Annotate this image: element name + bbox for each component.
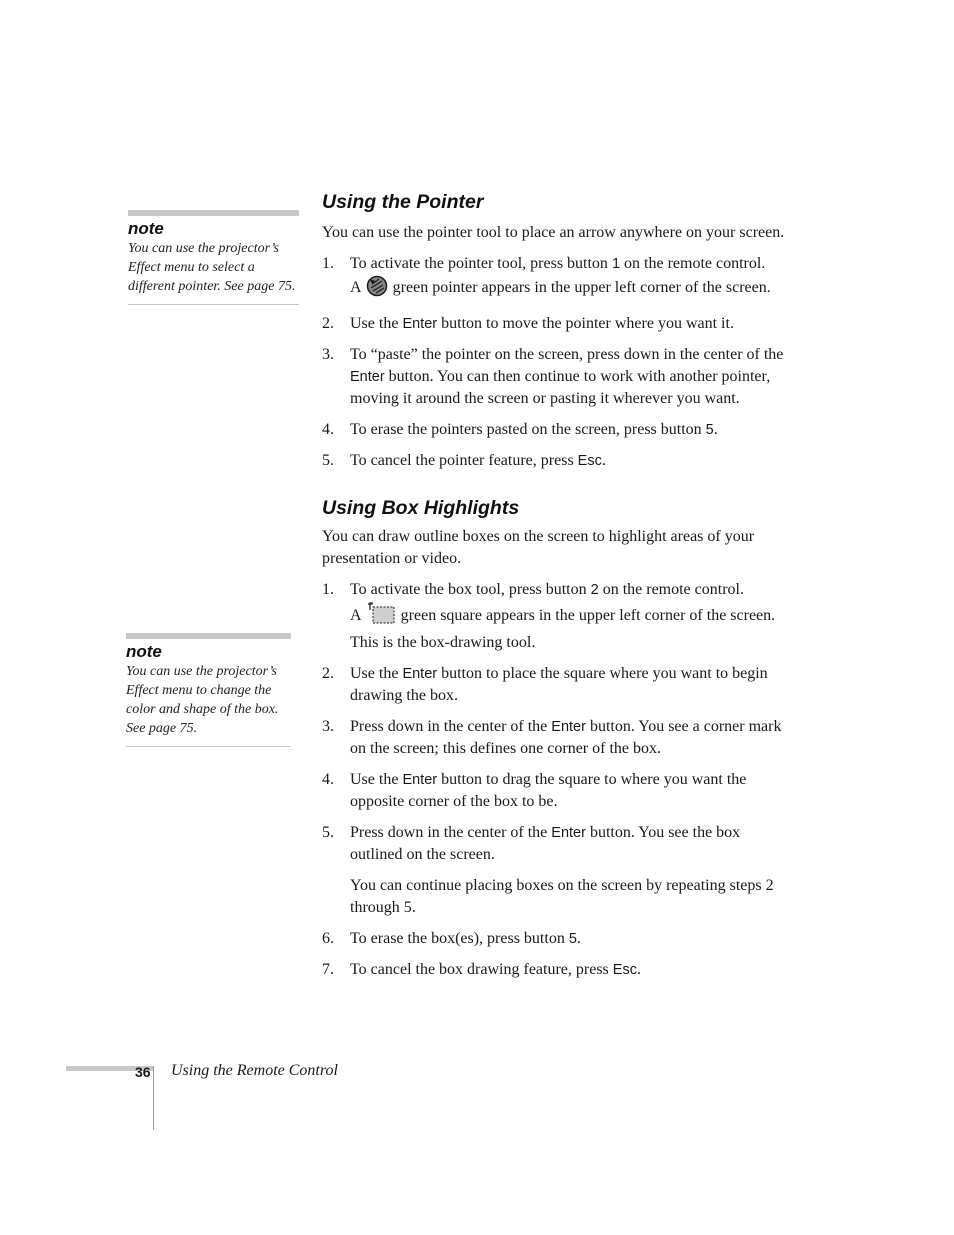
list-item: 3. Press down in the center of the Enter button. You see a corner mark on the screen; this defines one corner of the box.: [322, 718, 782, 757]
main-content: [322, 190, 787, 990]
sidebar-note-pointer: [128, 210, 299, 305]
note-text: You can use the projector’s Effect menu to select a different pointer. See page 75.: [128, 241, 296, 294]
note-heading: note: [126, 642, 162, 661]
box-tool-icon: [366, 601, 396, 632]
section-heading-box-highlights: Using Box Highlights: [322, 497, 520, 519]
continue-note: You can continue placing boxes on the screen by repeating steps 2 through 5.: [350, 877, 774, 916]
key-label: Enter: [551, 719, 586, 735]
list-item: 7. To cancel the box drawing feature, press Esc.: [322, 961, 641, 978]
key-label: Enter: [402, 666, 438, 682]
list-item: 5. Press down in the center of the Enter button. You see the box outlined on the screen.: [322, 824, 741, 863]
box-steps: [322, 579, 787, 866]
key-label: Esc: [612, 962, 637, 978]
list-item: 3. To “paste” the pointer on the screen, press down in the center of the Enter button. You can then continue to work with another pointer, moving it around the screen or pasting it wherever you want.: [322, 346, 784, 407]
list-item: 6. To erase the box(es), press button 5.: [322, 930, 581, 947]
key-label: Enter: [551, 825, 586, 841]
key-label: Esc: [577, 453, 602, 469]
list-item: 1. To activate the box tool, press button 2 on the remote control. A green square appears in the upper left corner of the screen. This is the box-drawing tool.: [322, 581, 776, 651]
footer-divider: [153, 1066, 154, 1130]
list-item: 2. Use the Enter button to move the pointer where you want it.: [322, 315, 734, 332]
list-item: 4. To erase the pointers pasted on the screen, press button 5.: [322, 421, 718, 438]
footer-chapter-title: Using the Remote Control: [171, 1062, 338, 1079]
box-steps-continued: [322, 928, 787, 981]
list-item: 5. To cancel the pointer feature, press Esc.: [322, 452, 606, 469]
key-label: 1: [611, 256, 621, 272]
list-item: 2. Use the Enter button to place the square where you want to begin drawing the box.: [322, 665, 768, 704]
key-label: Enter: [402, 316, 438, 332]
pointer-icon: [366, 275, 388, 304]
note-heading: note: [128, 219, 164, 238]
sidebar-note-box: [126, 633, 291, 747]
page-number: 36: [135, 1064, 151, 1080]
key-label: Enter: [402, 772, 438, 788]
section-intro: You can draw outline boxes on the screen to highlight areas of your presentation or video.: [322, 528, 755, 567]
section-heading-pointer: Using the Pointer: [322, 191, 484, 213]
list-item: 1. To activate the pointer tool, press button 1 on the remote control. A green pointer appears in the upper left corner of the screen.: [322, 253, 787, 304]
pointer-steps: [322, 253, 787, 472]
key-label: 2: [590, 582, 599, 598]
key-label: 5: [568, 931, 577, 947]
list-item: 4. Use the Enter button to drag the square to where you want the opposite corner of the box to be.: [322, 771, 747, 810]
key-label: 5: [705, 422, 714, 438]
note-text: You can use the projector’s Effect menu to change the color and shape of the box. See page 75.: [126, 664, 279, 736]
section-intro: You can use the pointer tool to place an arrow anywhere on your screen.: [322, 224, 785, 241]
key-label: Enter: [350, 369, 385, 385]
